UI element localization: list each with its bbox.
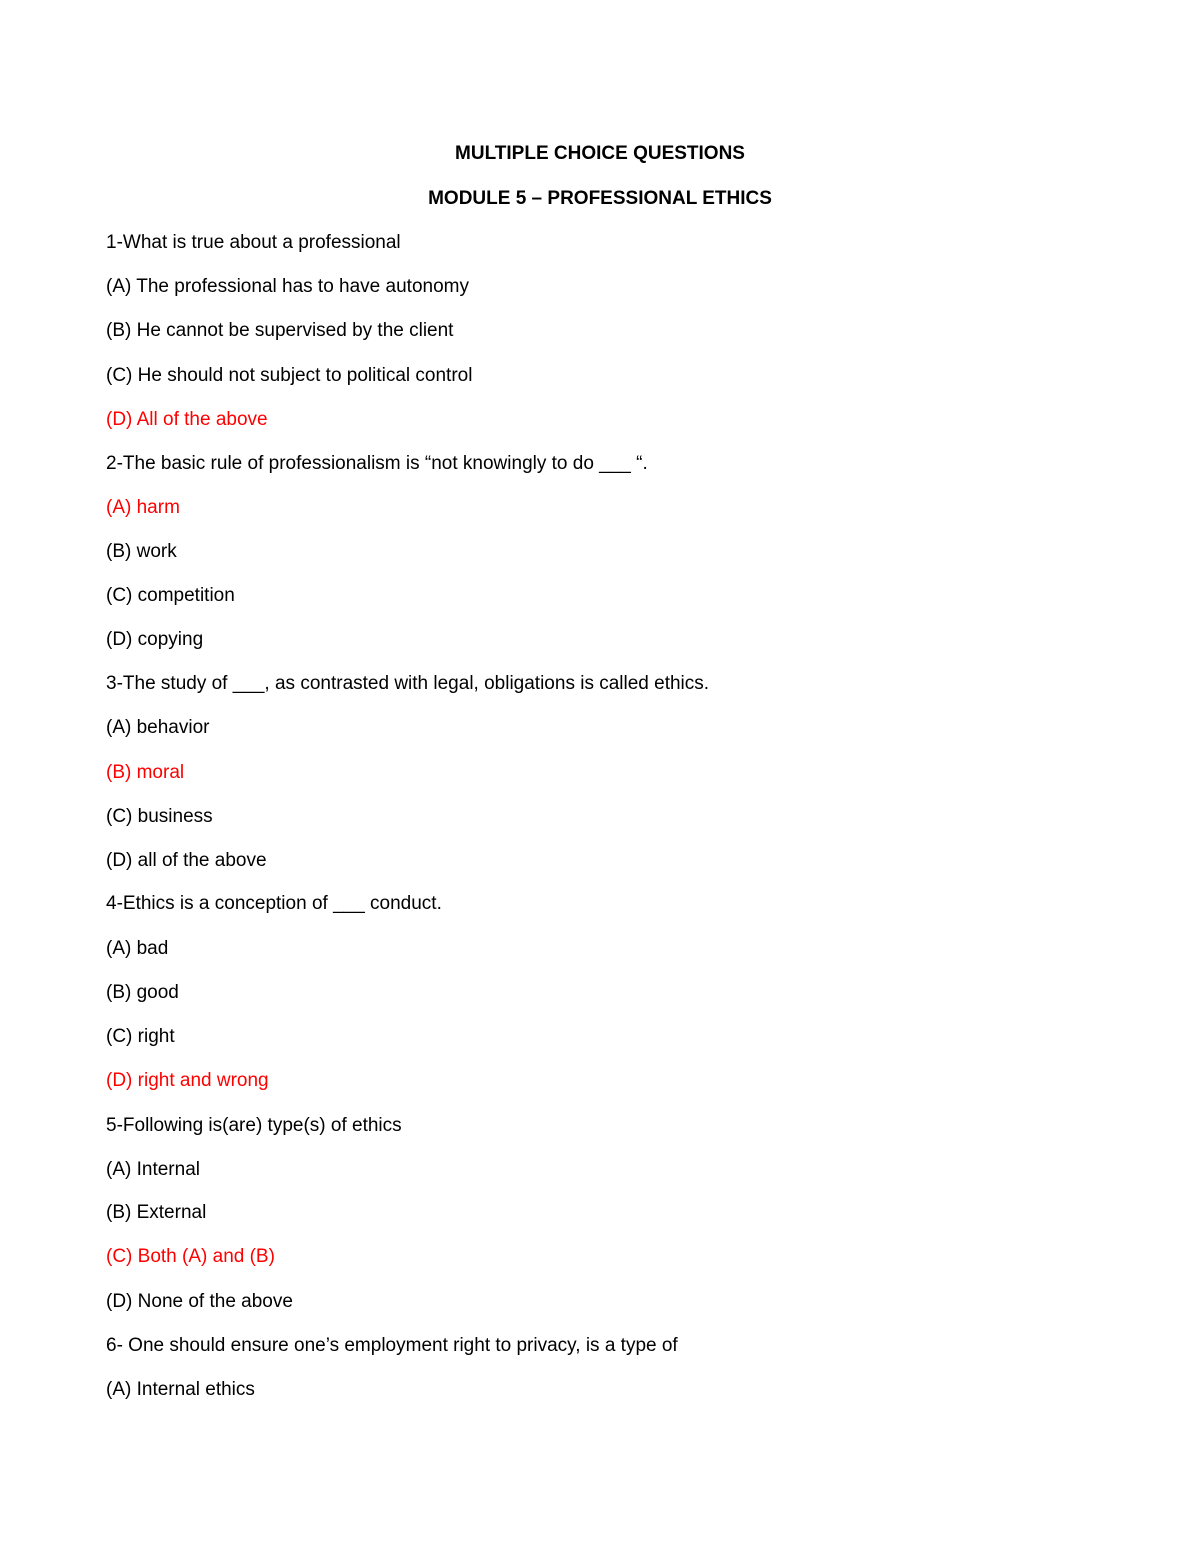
question-4-text: 4-Ethics is a conception of ___ conduct. [106, 893, 442, 914]
question-1-option-a: (A) The professional has to have autonomy [106, 276, 469, 297]
question-3-option-d: (D) all of the above [106, 850, 267, 871]
question-1-option-b: (B) He cannot be supervised by the client [106, 320, 454, 341]
question-4-option-c: (C) right [106, 1026, 175, 1047]
question-2-option-a: (A) harm [106, 497, 180, 518]
question-2-option-c: (C) competition [106, 585, 235, 606]
question-3-text: 3-The study of ___, as contrasted with legal, obligations is called ethics. [106, 673, 710, 694]
question-4-option-b: (B) good [106, 982, 179, 1003]
question-5-option-d: (D) None of the above [106, 1291, 293, 1312]
question-1-option-c: (C) He should not subject to political control [106, 365, 473, 386]
question-2-option-d: (D) copying [106, 629, 204, 650]
question-1-option-d: (D) All of the above [106, 409, 268, 430]
question-1-text: 1-What is true about a professional [106, 232, 401, 253]
question-3-option-c: (C) business [106, 806, 213, 827]
question-5-option-a: (A) Internal [106, 1159, 200, 1180]
question-4-option-d: (D) right and wrong [106, 1070, 269, 1091]
question-4-option-a: (A) bad [106, 938, 169, 959]
question-5-text: 5-Following is(are) type(s) of ethics [106, 1115, 402, 1136]
question-5-option-b: (B) External [106, 1202, 207, 1223]
question-3-option-a: (A) behavior [106, 717, 210, 738]
question-3-option-b: (B) moral [106, 762, 185, 783]
question-5-option-c: (C) Both (A) and (B) [106, 1246, 275, 1267]
question-2-option-b: (B) work [106, 541, 177, 562]
question-2-text: 2-The basic rule of professionalism is “not knowingly to do ___ “. [106, 453, 648, 474]
question-6-option-a: (A) Internal ethics [106, 1379, 255, 1400]
module-title: MODULE 5 – PROFESSIONAL ETHICS [428, 188, 772, 209]
question-6-text: 6- One should ensure one’s employment right to privacy, is a type of [106, 1335, 678, 1356]
document-title: MULTIPLE CHOICE QUESTIONS [455, 143, 745, 164]
